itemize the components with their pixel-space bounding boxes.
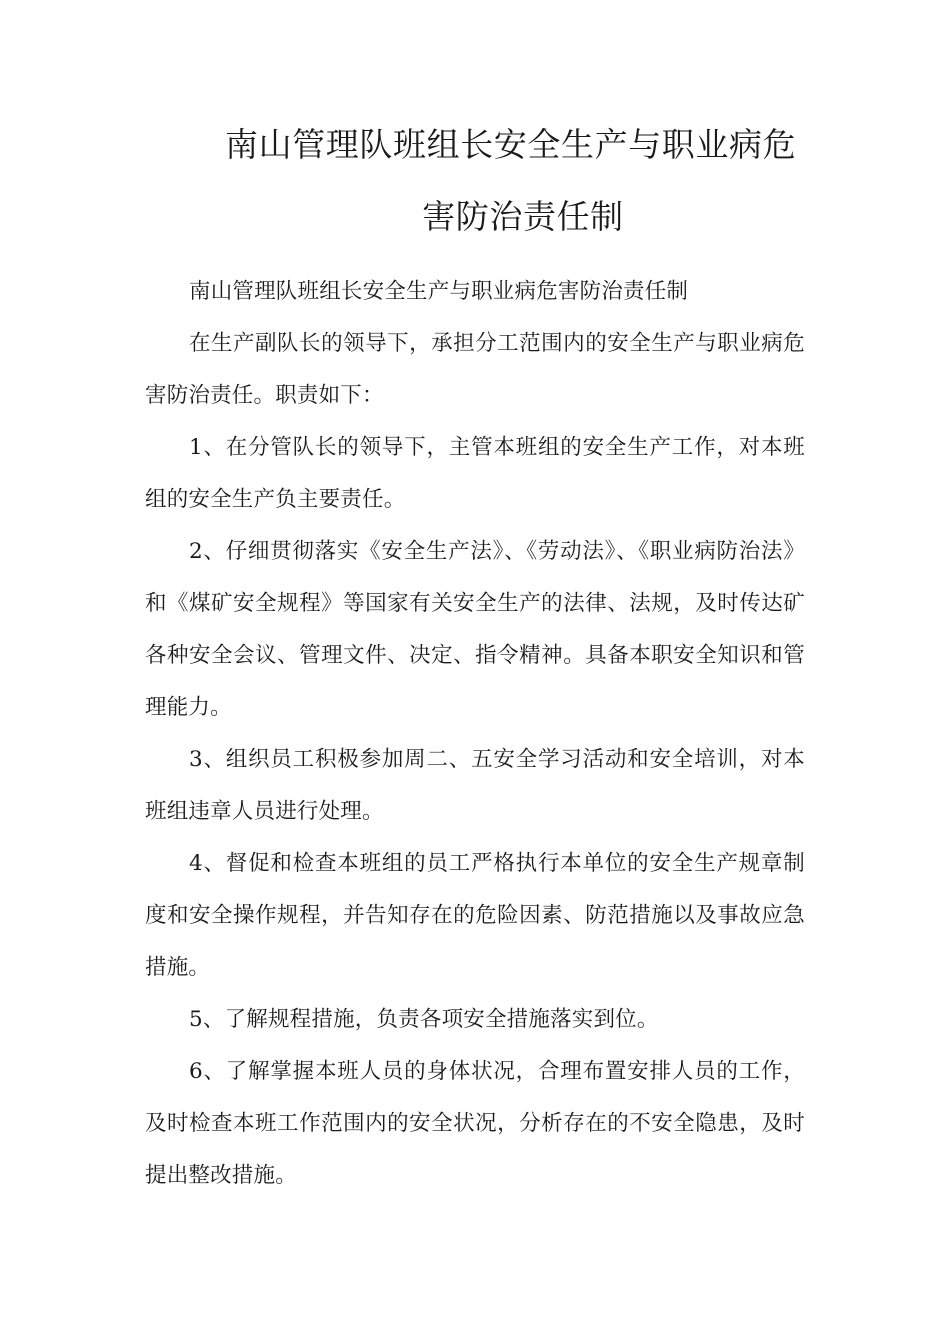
- paragraph-item-4: 4、督促和检查本班组的员工严格执行本单位的安全生产规章制度和安全操作规程，并告知存在的危险因素、防范措施以及事故应急措施。: [145, 851, 805, 980]
- paragraph-item-2: 2、仔细贯彻落实《安全生产法》、《劳动法》、《职业病防治法》和《煤矿安全规程》等国家有关安全生产的法律、法规，及时传达矿各种安全会议、管理文件、决定、指令精神。具备本职安全知识和管理能力。: [145, 539, 805, 720]
- document-title-line-1: 南山管理队班组长安全生产与职业病危: [225, 125, 797, 164]
- paragraph-item-3: 3、组织员工积极参加周二、五安全学习活动和安全培训，对本班组违章人员进行处理。: [145, 747, 805, 824]
- paragraph-item-1: 1、在分管队长的领导下，主管本班组的安全生产工作，对本班组的安全生产负主要责任。: [145, 435, 805, 512]
- paragraph-intro: 在生产副队长的领导下，承担分工范围内的安全生产与职业病危害防治责任。职责如下：: [145, 331, 805, 408]
- paragraph-item-5: 5、了解规程措施，负责各项安全措施落实到位。: [189, 1007, 659, 1032]
- document-title-line-2: 害防治责任制: [422, 197, 624, 236]
- paragraph-item-6: 6、了解掌握本班人员的身体状况，合理布置安排人员的工作，及时检查本班工作范围内的安全状况，分析存在的不安全隐患，及时提出整改措施。: [145, 1059, 805, 1188]
- paragraph-heading: 南山管理队班组长安全生产与职业病危害防治责任制: [189, 279, 689, 304]
